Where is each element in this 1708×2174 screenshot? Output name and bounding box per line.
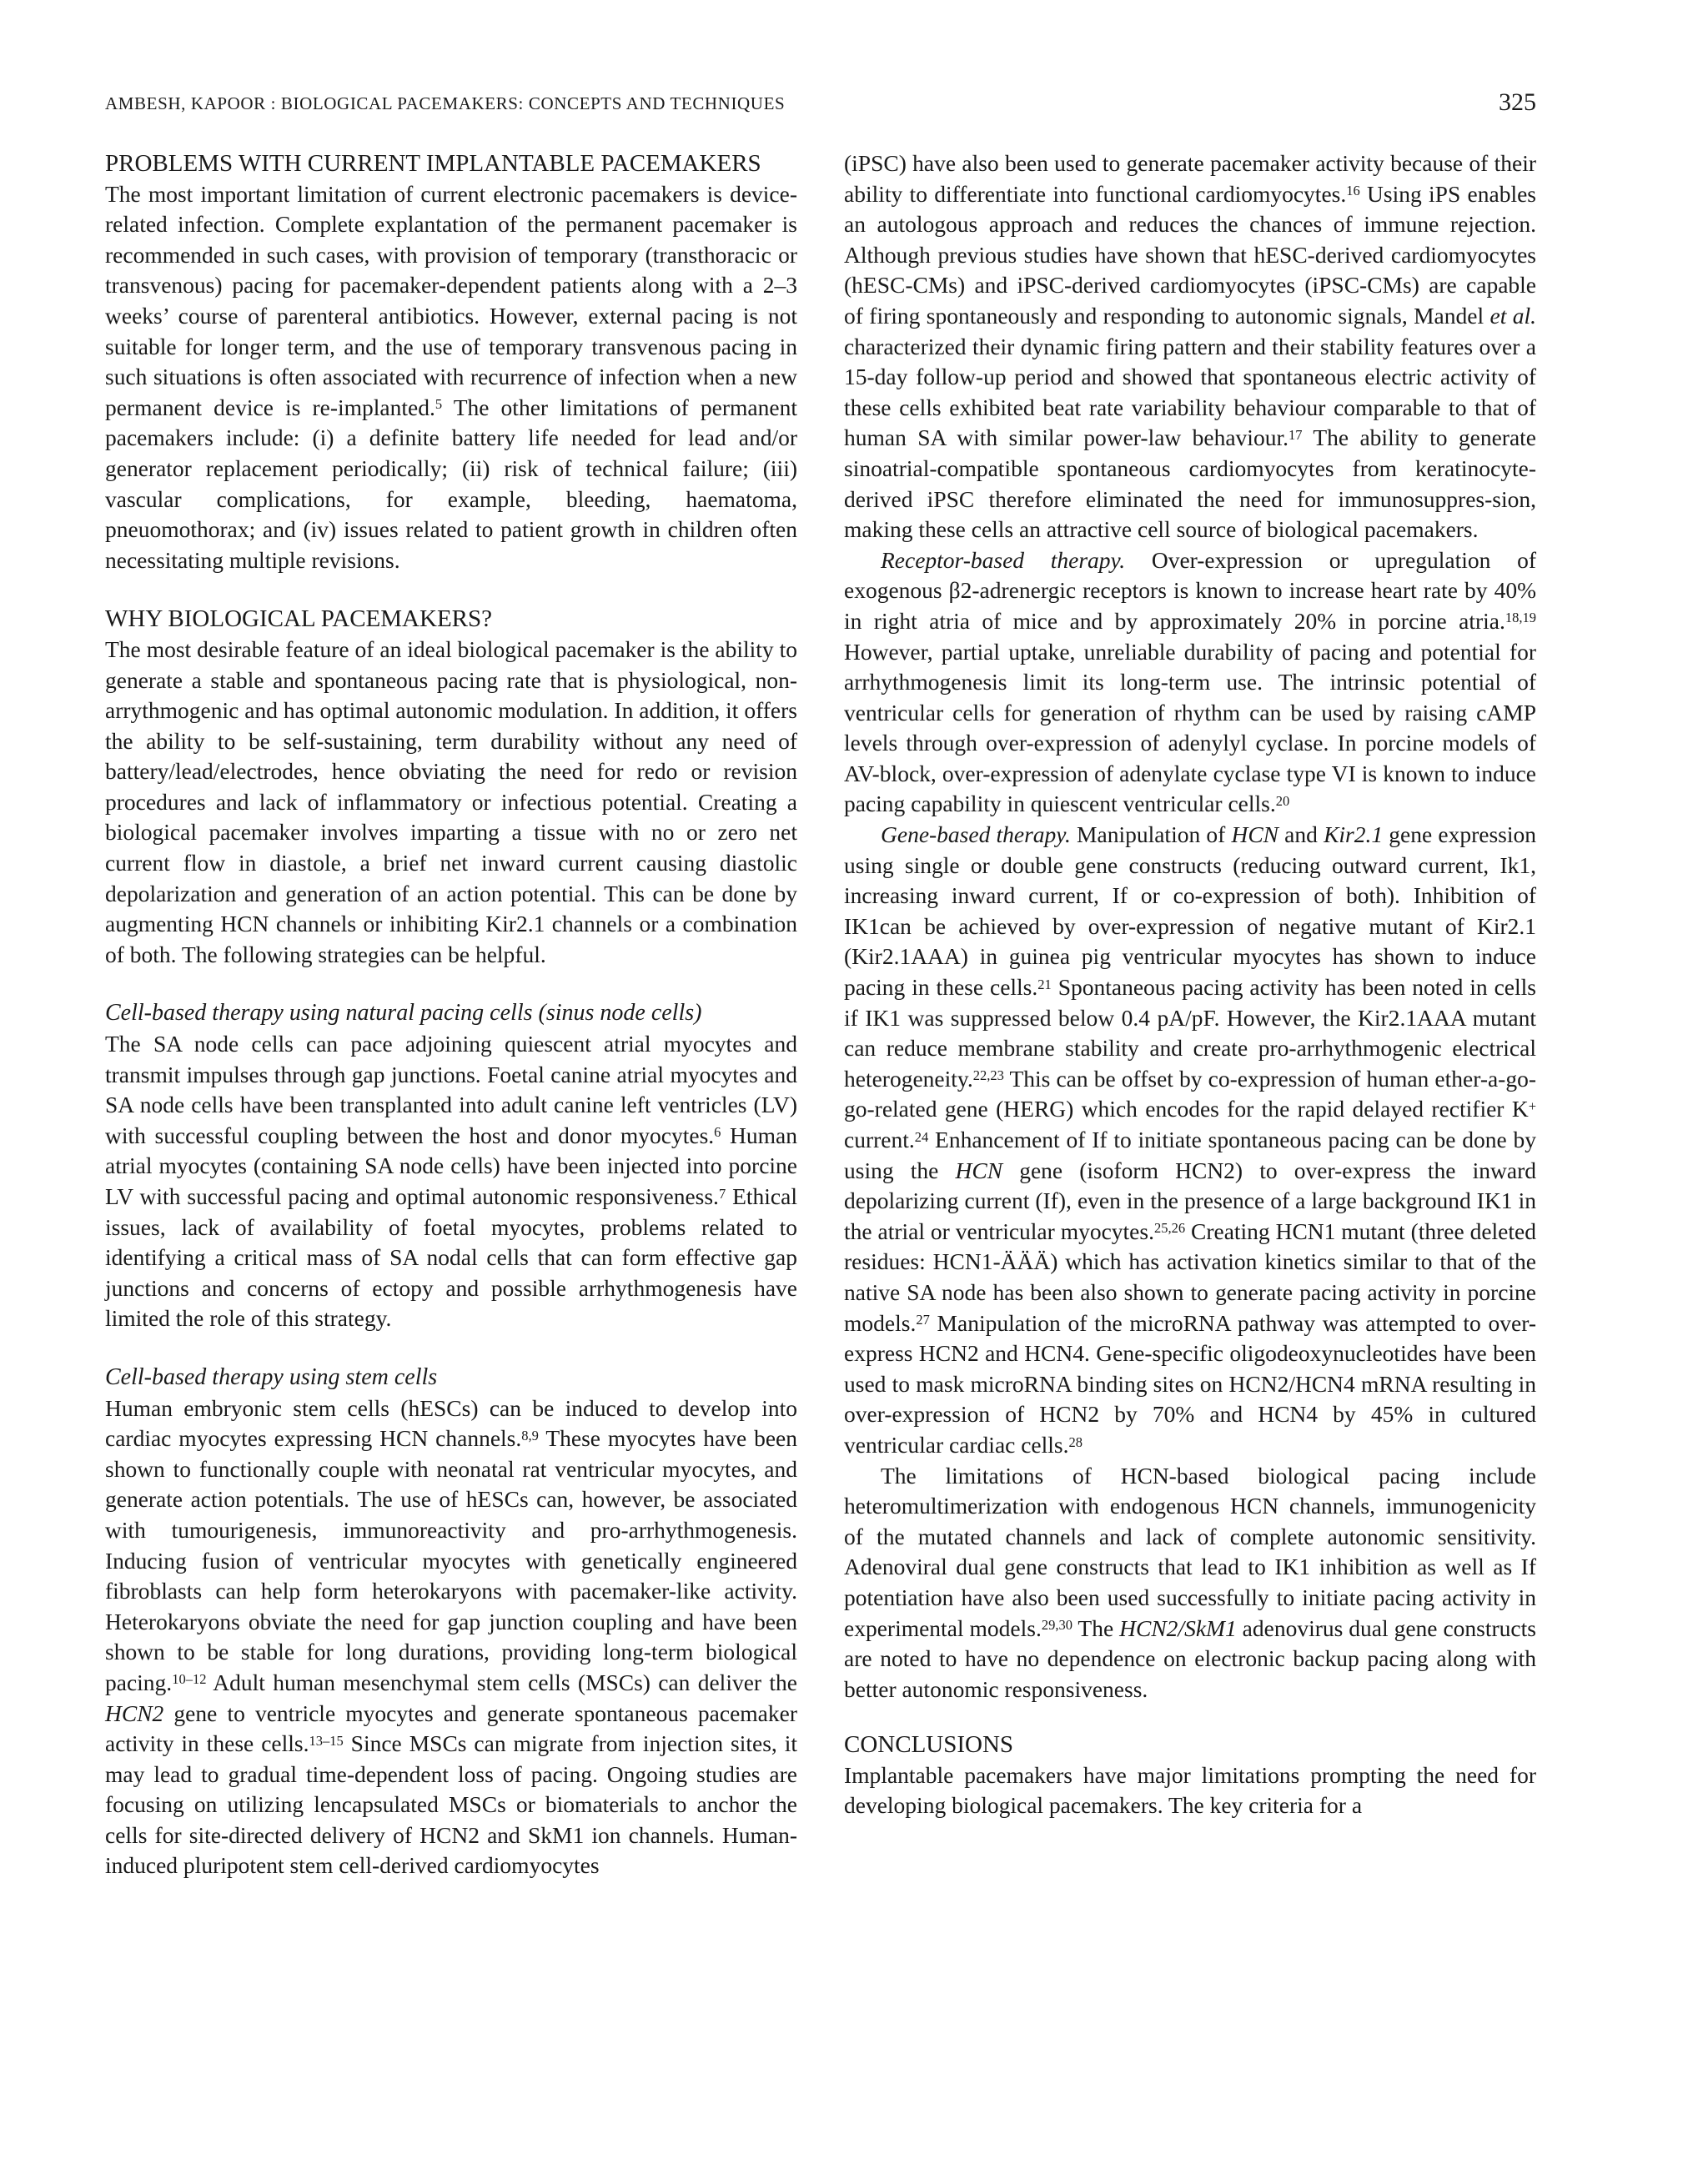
paragraph-hcn-limitations: The limitations of HCN-based biological pacing include heteromultimerization with endogenous HCN channels, immunogenicity of the mutated channels and lack of complete autonomic sensitivity. Adenoviral dual gene constructs that lead to IK1 inhibition as well as If potentiation have also been used successfully to initiate pacing activity in experimental models.$^{29,30}$ The HCN2/SkM1 adenovirus dual gene constructs are noted to have no dependence on electronic backup pacing along with better autonomic responsiveness.: [844, 1462, 1536, 1702]
section-heading-conclusions: CONCLUSIONS: [844, 1731, 1014, 1759]
subheading-natural-cells: Cell-based therapy using natural pacing cells (sinus node cells): [105, 1000, 702, 1027]
paragraph-stem-cells: Human embryonic stem cells (hESCs) can be induced to develop into cardiac myocytes expressing HCN channels.$^{8,9}$ These myocytes have been shown to functionally couple with neonatal rat ventricular myocytes, and generate action potentials. The use of hESCs can, however, be associated with tumourigenesis, immunoreactivity and pro-arrhythmogenesis. Inducing fusion of ventricular myocytes with genetically engineered fibroblasts can help form heterokaryons with pacemaker-like activity. Heterokaryons obviate the need for gap junction coupling and have been shown to be stable for long durations, providing long-term biological pacing.$^{10-12}$ Adult human mesenchymal stem cells (MSCs) can deliver the HCN2 gene to ventricle myocytes and generate spontaneous pacemaker activity in these cells.$^{13-15}$ Since MSCs can migrate from injection sites, it may lead to gradual time-dependent loss of pacing. Ongoing studies are focusing on utilizing lencapsulated MSCs or biomaterials to anchor the cells for site-directed delivery of HCN2 and SkM1 ion channels. Human-induced pluripotent stem cell-derived cardiomyocytes: [105, 1394, 798, 1879]
paragraph-ipsc: (iPSC) have also been used to generate pacemaker activity because of their ability to differentiate into functional cardiomyocytes.$^{16}$ Using iPS enables an autologous approach and reduces the chances of immune rejection. Although previous studies have shown that hESC-derived cardiomyocytes (hESC-CMs) and iPSC-derived cardiomyocytes (iPSC-CMs) are capable of firing spontaneously and responding to autonomic signals, Mandel et al. characterized their dynamic firing pattern and their stability features over a 15-day follow-up period and showed that spontaneous electric activity of these cells exhibited beat rate variability behaviour comparable to that of human SA with similar power-law behaviour.$^{17}$ The ability to generate sinoatrial-compatible spontaneous cardiomyocytes from keratinocyte-derived iPSC therefore eliminated the need for immunosuppres-sion, making these cells an attractive cell source of biological pacemakers.: [844, 150, 1536, 543]
paragraph-problems: The most important limitation of current electronic pacemakers is device-related infection. Complete explantation of the permanent pacemaker is recommended in such cases, with provision of temporary (transthoracic or transvenous) pacing for pacemaker-dependent patients along with a 2–3 weeks’ course of parenteral antibiotics. However, external pacing is not suitable for longer term, and the use of temporary transvenous pacing in such situations is often associated with recurrence of infection when a new permanent device is re-implanted.$^5$ The other limitations of permanent pacemakers include: (i) a definite battery life needed for lead and/or generator replacement periodically; (ii) risk of technical failure; (iii) vascular complications, for example, bleeding, haematoma, pneuomothorax; and (iv) issues related to patient growth in children often necessitating multiple revisions.: [105, 180, 797, 573]
paragraph-conclusions: Implantable pacemakers have major limitations prompting the need for developing biological pacemakers. The key criteria for a: [844, 1761, 1536, 1819]
right-column: [844, 148, 1536, 1821]
paragraph-why: The most desirable feature of an ideal biological pacemaker is the ability to generate a stable and spontaneous pacing rate that is physiological, non-arrythmogenic and has optimal autonomic modulation. In addition, it offers the ability to be self-sustaining, term durability without any need of battery/lead/electrodes, hence obviating the need for redo or revision procedures and lack of inflammatory or infectious potential. Creating a biological pacemaker involves imparting a tissue with no or zero net current flow in diastole, a brief net inward current causing diastolic depolarization and generation of an action potential. This can be done by augmenting HCN channels or inhibiting Kir2.1 channels or a combination of both. The following strategies can be helpful.: [105, 635, 797, 967]
section-heading-why: WHY BIOLOGICAL PACEMAKERS?: [105, 605, 492, 633]
paragraph-natural-cells: The SA node cells can pace adjoining quiescent atrial myocytes and transmit impulses through gap junctions. Foetal canine atrial myocytes and SA node cells have been transplanted into adult canine left ventricles (LV) with successful coupling between the host and donor myocytes.$^6$ Human atrial myocytes (containing SA node cells) have been injected into porcine LV with successful pacing and optimal autonomic responsiveness.$^7$ Ethical issues, lack of availability of foetal myocytes, problems related to identifying a critical mass of SA nodal cells that can form effective gap junctions and concerns of ectopy and possible arrhythmogenesis have limited the role of this strategy.: [105, 1031, 797, 1332]
paragraph-gene-therapy: Gene-based therapy. Manipulation of HCN and Kir2.1 gene expression using single or double gene constructs (reducing outward current, Ik1, increasing inward current, If or co-expression of both). Inhibition of IK1can be achieved by over-expression of negative mutant of Kir2.1 (Kir2.1AAA) in guinea pig ventricular myocytes has shown to induce pacing in these cells.$^{21}$ Spontaneous pacing activity has been noted in cells if IK1 was suppressed below 0.4 pA/pF. However, the Kir2.1AAA mutant can reduce membrane stability and create pro-arrhythmogenic electrical heterogeneity.$^{22,23}$ This can be offset by co-expression of human ether-a-go-go-related gene (HERG) which encodes for the rapid delayed rectifier K+ current.$^{24}$ Enhancement of If to initiate spontaneous pacing can be done by using the HCN gene (isoform HCN2) to over-express the inward depolarizing current (If), even in the presence of a large background IK1 in the atrial or ventricular myocytes.$^{25,26}$ Creating HCN1 mutant (three deleted residues: HCN1-ÄÄÄ) which has activation kinetics similar to that of the native SA node has been also shown to generate pacing activity in porcine models.$^{27}$ Manipulation of the microRNA pathway was attempted to over-express HCN2 and HCN4. Gene-specific oligodeoxynucleotides have been used to mask microRNA binding sites on HCN2/HCN4 mRNA resulting in over-expression of HCN2 by 70% and HCN4 by 45% in cultured ventricular cardiac cells.$^{28}$: [844, 821, 1536, 1458]
page-number: 325: [1499, 88, 1536, 116]
section-heading-problems: PROBLEMS WITH CURRENT IMPLANTABLE PACEMAKERS: [105, 150, 761, 177]
running-head: [105, 88, 1536, 122]
paragraph-receptor-therapy: Receptor-based therapy. Over-expression or upregulation of exogenous β2-adrenergic receptors is known to increase heart rate by 40% in right atria of mice and by approximately 20% in porcine atria.$^{18,19}$ However, partial uptake, unreliable durability of pacing and potential for arrhythmogenesis limit its long-term use. The intrinsic potential of ventricular cells for generation of rhythm can be used by raising cAMP levels through over-expression of adenylyl cyclase. In porcine models of AV-block, over-expression of adenylate cyclase type VI is known to induce pacing capability in quiescent ventricular cells.$^{20}$: [844, 546, 1536, 817]
left-column: [105, 148, 797, 1881]
running-title: AMBESH, KAPOOR : BIOLOGICAL PACEMAKERS: CONCEPTS AND TECHNIQUES: [105, 93, 786, 113]
subheading-stem-cells: Cell-based therapy using stem cells: [105, 1363, 438, 1390]
